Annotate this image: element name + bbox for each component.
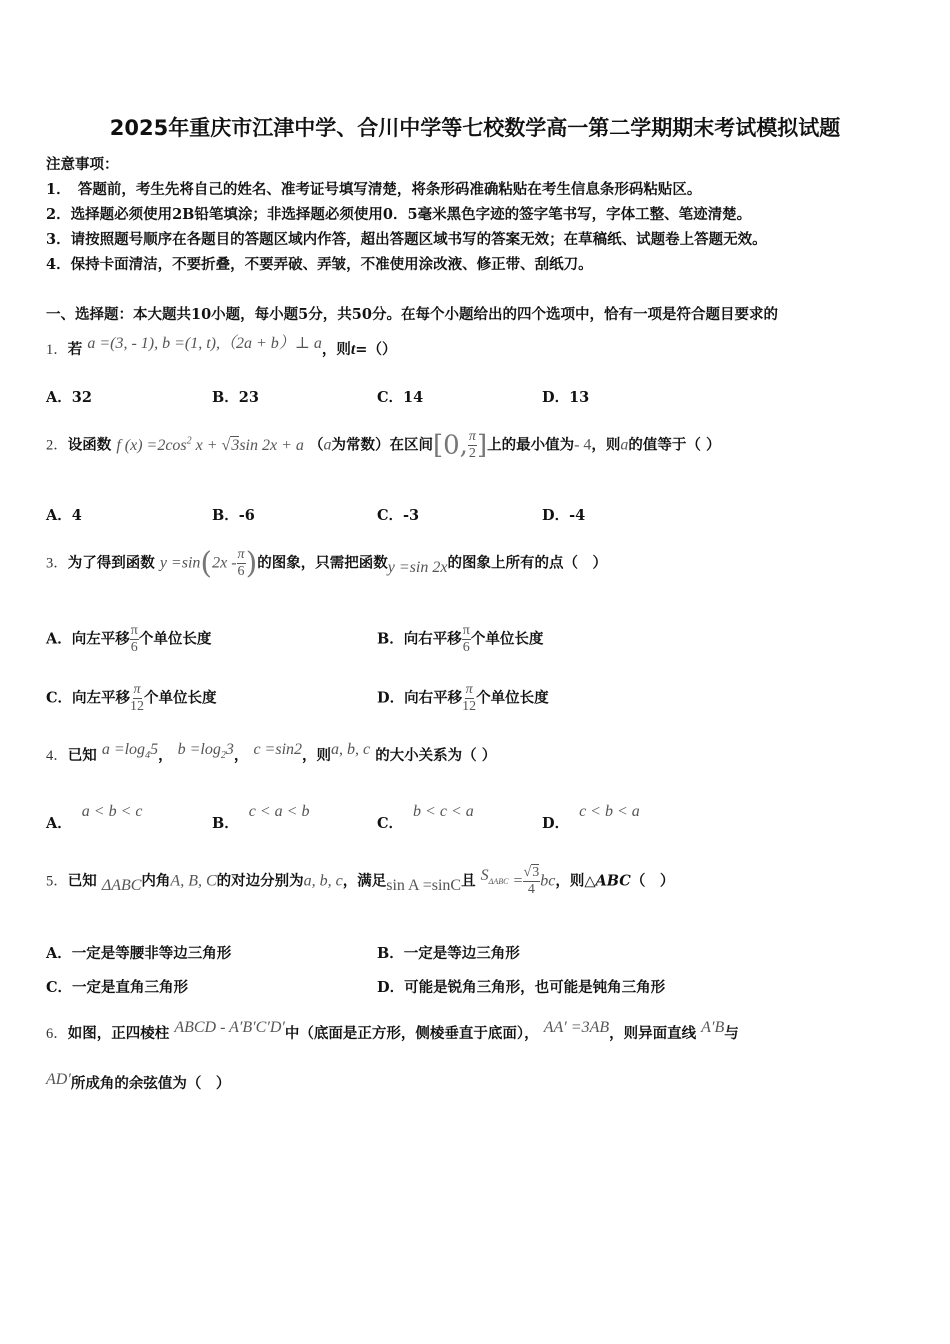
fraction: $\frac{\pi}{12}$ [462,682,477,714]
question-number: 2． [46,437,68,454]
question-4: 4．已知 $a =\log_45$， $b =\log_23$， c =sin2，则a, b, c 的大小关系为（ ） [46,741,497,764]
fraction: $\frac{\pi}{2}$ [468,429,476,461]
option-a[interactable]: A．32 [46,389,92,406]
question-6-continued: AD′所成角的余弦值为（ ） [46,1071,231,1092]
option-b[interactable]: B．一定是等边三角形 [377,945,520,962]
option-b[interactable]: B．-6 [212,507,255,524]
option-b[interactable]: B．c < a < b [212,803,310,832]
notice-item: 3．请按照题号顺序在各题目的答题区域内作答，超出答题区域书写的答案无效；在草稿纸、试题卷上答题无效。 [46,231,767,248]
fraction: $\frac{\pi}{6}$ [462,623,470,655]
notice-item: 1． 答题前，考生先将自己的姓名、准考证号填写清楚，将条形码准确粘贴在考生信息条形码粘贴区。 [46,181,702,198]
fraction: $\frac{\pi}{6}$ [237,547,245,579]
notice-item: 2．选择题必须使用2B铅笔填涂；非选择题必须使用0．5毫米黑色字迹的签字笔书写，字体工整、笔迹清楚。 [46,206,752,223]
option-a[interactable]: A．一定是等腰非等边三角形 [46,945,232,962]
option-d[interactable]: D．13 [542,389,590,406]
fraction: $\frac{√3}{4}$ [523,865,540,897]
notice-title: 注意事项： [46,156,119,173]
option-c[interactable]: C．向左平移 $\frac{\pi}{12}$ 个单位长度 [46,682,217,714]
math-expression: a =(3, - 1), b =(1, t),（2a + b）⊥ a [87,335,322,352]
question-number: 4． [46,748,68,764]
page-title: 2025年重庆市江津中学、合川中学等七校数学高一第二学期期末考试模拟试题 [109,116,841,140]
question-number: 3． [46,555,68,572]
question-number: 6． [46,1026,68,1042]
option-d[interactable]: D．-4 [542,507,586,524]
option-c[interactable]: C．b < c < a [377,803,474,832]
option-c[interactable]: C．14 [377,389,424,406]
question-5: 5．已知 ΔABC内角A, B, C的对边分别为a, b, c，满足sin A =sinC且 $S_{\Delta ABC}$ = $\frac{√3}{4}$ bc，则△ABC（ ） [46,865,675,897]
option-b[interactable]: B．向右平移 $\frac{\pi}{6}$ 个单位长度 [377,623,544,655]
option-a[interactable]: A．向左平移 $\frac{\pi}{6}$ 个单位长度 [46,623,212,655]
option-a[interactable]: A．4 [46,507,82,524]
fraction: $\frac{\pi}{6}$ [130,623,138,655]
option-d[interactable]: D．c < b < a [542,803,640,832]
option-d[interactable]: D．向右平移 $\frac{\pi}{12}$ 个单位长度 [377,682,549,714]
question-6: 6．如图，正四棱柱 ABCD - A′B′C′D′中（底面是正方形，侧棱垂直于底面）， AA′ =3AB，则异面直线 A′B与 [46,1019,739,1042]
option-c[interactable]: C．-3 [377,507,420,524]
option-b[interactable]: B．23 [212,389,259,406]
question-1: 1．若 a =(3, - 1), b =(1, t),（2a + b）⊥ a，则t=（） [46,335,397,358]
option-a[interactable]: A．a < b < c [46,803,143,832]
question-number: 1． [46,342,68,358]
option-c[interactable]: C．一定是直角三角形 [46,979,189,996]
fraction: $\frac{\pi}{12}$ [130,682,145,714]
question-2: 2．设函数 f $(x) =2\cos^2$ x + √3sin 2x + a （a为常数）在区间[0, $\frac{\pi}{2}$ ]上的最小值为- 4，则a的值等于（ ） [46,429,721,461]
notice-item: 4．保持卡面清洁，不要折叠，不要弄破、弄皱，不准使用涂改液、修正带、刮纸刀。 [46,256,593,273]
option-d[interactable]: D．可能是锐角三角形，也可能是钝角三角形 [377,979,666,996]
question-number: 5． [46,873,68,890]
question-3: 3．为了得到函数 y =sin(2x - $\frac{\pi}{6}$ )的图象，只需把函数y =sin 2x的图象上所有的点（ ） [46,546,607,581]
section-heading: 一、选择题：本大题共10小题，每小题5分，共50分。在每个小题给出的四个选项中，恰有一项是符合题目要求的 [46,306,778,323]
math-expression: f $(x) =2\cos^2$ x + √3sin 2x + a [116,435,304,454]
